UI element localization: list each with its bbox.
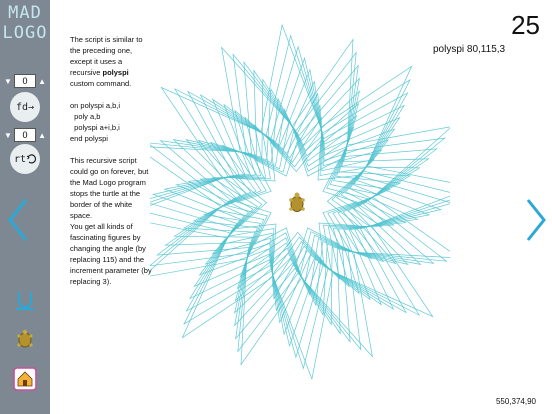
description-paragraph: This recursive script could go on forever, but the Mad Logo program stops the turtle at the border of the white space. [70, 156, 149, 220]
stepper-down-arrow[interactable]: ▼ [4, 76, 12, 86]
step-counter: 25 [511, 10, 540, 40]
right-turn-button-label: rt [13, 153, 27, 165]
home-icon [13, 367, 37, 391]
next-page-arrow-icon[interactable] [524, 198, 548, 242]
code-line: polyspi a+i,b,i [70, 123, 120, 132]
description-intro [70, 34, 154, 89]
intro-bold-keyword: polyspi [102, 68, 129, 77]
distance-stepper[interactable] [4, 74, 46, 88]
home-button[interactable] [12, 366, 38, 392]
code-line: on polyspi a,b,i [70, 101, 121, 110]
forward-button[interactable] [10, 92, 40, 122]
rotate-icon [26, 154, 36, 164]
distance-field[interactable]: 0 [14, 74, 36, 88]
description-paragraph: You get all kinds of fascinating figures by changing the angle (by replacing 115) and the increment parameter (by replacing 3). [70, 222, 152, 286]
description-text [70, 34, 154, 298]
stepper-down-arrow[interactable]: ▼ [4, 130, 12, 140]
pen-tool-button[interactable] [12, 287, 38, 313]
logo-line2: LOGO [2, 23, 48, 43]
stepper-up-arrow[interactable]: ▲ [38, 76, 46, 86]
angle-stepper[interactable] [4, 128, 46, 142]
angle-field[interactable]: 0 [14, 128, 36, 142]
intro-text: The script is similar to the preceding one, except it uses a recursive [70, 35, 143, 77]
logo-line1: MAD [8, 3, 42, 23]
forward-button-label: fd→ [15, 101, 35, 113]
current-command: polyspi 80,115,3 [433, 44, 506, 55]
intro-text-end: custom command. [70, 79, 132, 88]
previous-page-arrow-icon[interactable] [6, 198, 30, 242]
code-block [70, 100, 154, 144]
turtle-icon[interactable] [289, 193, 305, 212]
right-turn-button[interactable] [10, 144, 40, 174]
magnet-pen-icon [14, 289, 36, 311]
turtle-icon [14, 328, 36, 350]
code-line: end polyspi [70, 134, 108, 143]
stepper-up-arrow[interactable]: ▲ [38, 130, 46, 140]
app-logo [2, 3, 48, 43]
turtle-coordinates: 550,374,90 [495, 397, 536, 406]
drawing-canvas[interactable] [150, 20, 450, 390]
code-line: poly a,b [70, 112, 101, 121]
turtle-button[interactable] [12, 326, 38, 352]
